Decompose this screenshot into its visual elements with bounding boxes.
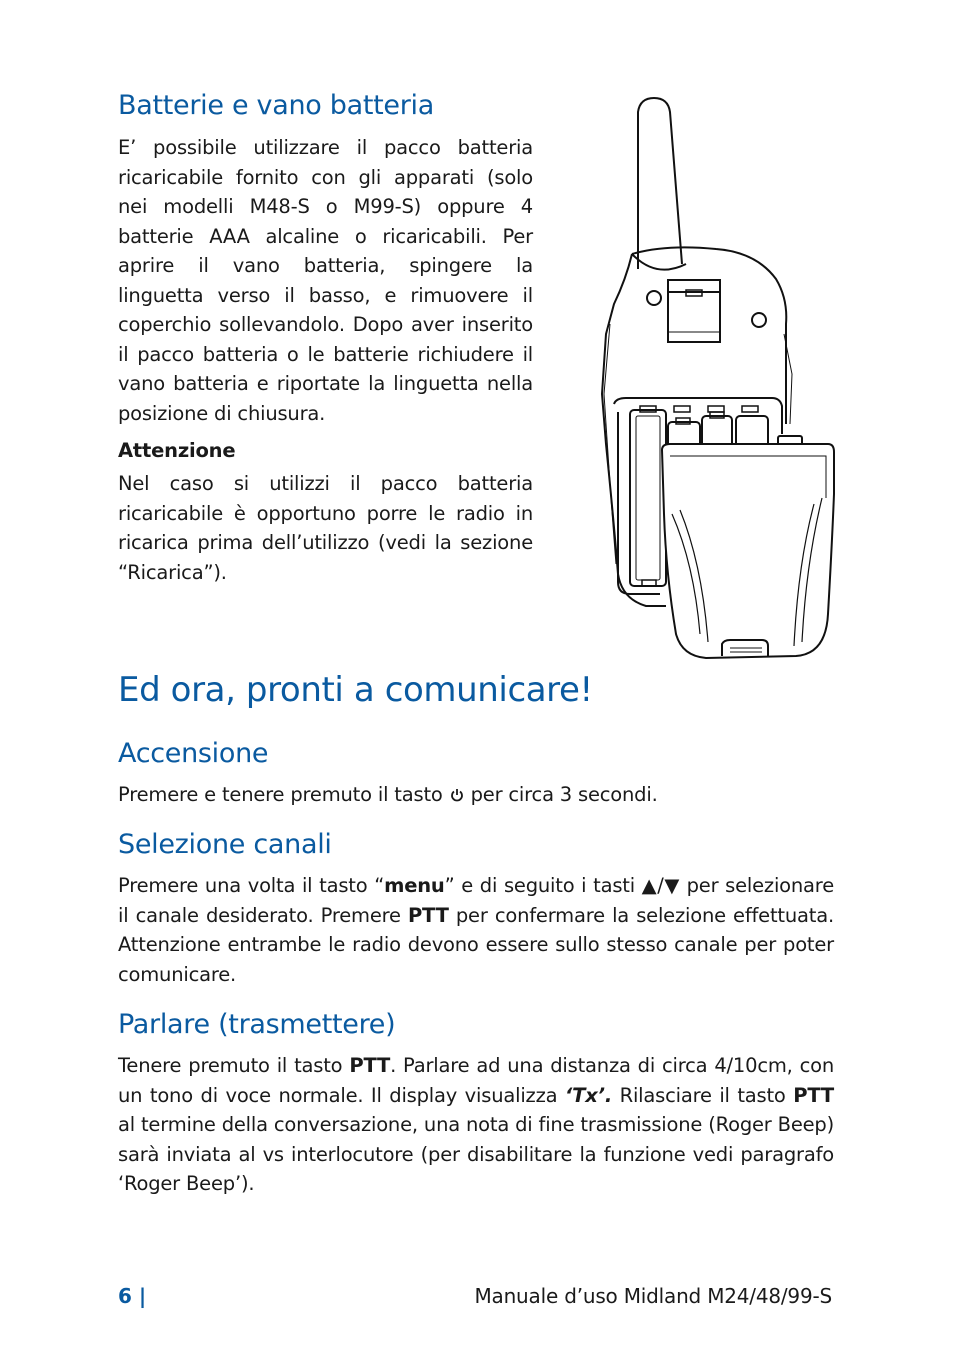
selezione-paragraph: Premere una volta il tasto “menu” e di seguito i tasti ▲/▼ per selezionare il canale desiderato. Premere PTT per confermare la selezione effettuata. Attenzione entrambe le radio devono essere sullo stesso canale per poter comunicare. — [118, 874, 834, 986]
battery-cover-shape — [662, 444, 834, 658]
radio-battery-illustration — [596, 94, 838, 660]
batterie-paragraph: E’ possibile utilizzare il pacco batteria ricaricabile fornito con gli apparati (solo nei modelli M48-S o M99-S) oppure 4 batterie AAA alcaline o ricaricabili. Per aprire il vano batteria, spingere la linguetta verso il basso, e rimuovere il coperchio sollevandolo. Dopo aver inserito il pacco batteria o le batterie richiudere il vano batteria e riportate la linguetta nella posizione di chiusura. — [118, 136, 533, 425]
radio-body-outline — [602, 254, 666, 606]
manual-title: Manuale d’uso Midland M24/48/99-S — [474, 1284, 832, 1308]
section-heading-parlare: Parlare (trasmettere) — [118, 1009, 396, 1040]
parlare-paragraph: Tenere premuto il tasto PTT. Parlare ad una distanza di circa 4/10cm, con un tono di voce normale. Il display visualizza ‘Tx’. Rilasciare il tasto PTT al termine della conversazione, una nota di fine trasmissione (Roger Beep) sarà inviata al vs interlocutore (per disabilitare la funzione vedi paragrafo ‘Roger Beep’). — [118, 1054, 835, 1195]
page-number: 6 | — [118, 1284, 147, 1308]
page-title: Ed ora, pronti a comunicare! — [118, 670, 593, 710]
section-heading-batterie: Batterie e vano batteria — [118, 90, 434, 121]
section-heading-accensione: Accensione — [118, 738, 269, 769]
accensione-paragraph: Premere e tenere premuto il tasto per circa 3 secondi. — [118, 783, 658, 806]
power-icon — [449, 787, 465, 803]
attenzione-label: Attenzione — [118, 439, 236, 462]
section-heading-selezione: Selezione canali — [118, 829, 332, 860]
attenzione-paragraph: Nel caso si utilizzi il pacco batteria ricaricabile è opportuno porre le radio in ricarica prima dell’utilizzo (vedi la sezione “Ricarica”). — [118, 472, 533, 584]
antenna-shape — [638, 98, 682, 269]
